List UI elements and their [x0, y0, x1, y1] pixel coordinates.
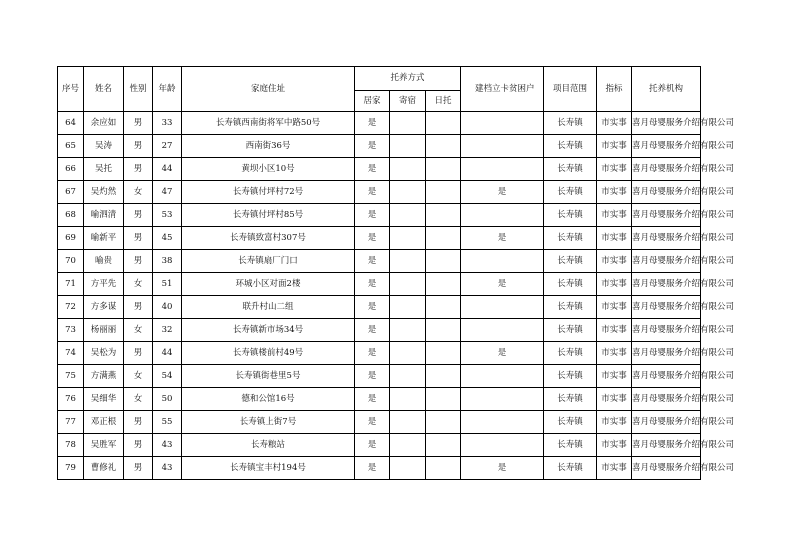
cell-seq: 71: [58, 273, 84, 296]
table-row: [58, 158, 701, 181]
cell-gender: 男: [124, 250, 153, 273]
cell-gender: 女: [124, 365, 153, 388]
cell-care-home: 是: [355, 411, 390, 434]
header-row: [58, 67, 701, 91]
cell-care-home: 是: [355, 319, 390, 342]
cell-scope: 长寿镇: [544, 135, 597, 158]
cell-care-home: 是: [355, 181, 390, 204]
cell-name: 吴细华: [84, 388, 124, 411]
cell-indicator: 市实事: [597, 388, 632, 411]
cell-address: 长寿镇楼前村49号: [182, 342, 355, 365]
cell-org: 喜月母婴服务介绍有限公司: [632, 342, 701, 365]
cell-seq: 68: [58, 204, 84, 227]
cell-seq: 72: [58, 296, 84, 319]
cell-org: 喜月母婴服务介绍有限公司: [632, 434, 701, 457]
cell-scope: 长寿镇: [544, 342, 597, 365]
cell-care-board: [390, 135, 426, 158]
cell-care-day: [426, 158, 461, 181]
cell-address: 长寿镇付坪村85号: [182, 204, 355, 227]
cell-care-board: [390, 112, 426, 135]
cell-age: 44: [153, 158, 182, 181]
cell-age: 55: [153, 411, 182, 434]
cell-indicator: 市实事: [597, 296, 632, 319]
cell-age: 44: [153, 342, 182, 365]
cell-org: 喜月母婴服务介绍有限公司: [632, 227, 701, 250]
cell-care-home: 是: [355, 250, 390, 273]
cell-care-board: [390, 457, 426, 480]
cell-age: 51: [153, 273, 182, 296]
cell-poor: [461, 411, 544, 434]
cell-address: 联升村山二组: [182, 296, 355, 319]
cell-org: 喜月母婴服务介绍有限公司: [632, 250, 701, 273]
cell-indicator: 市实事: [597, 411, 632, 434]
cell-org: 喜月母婴服务介绍有限公司: [632, 365, 701, 388]
cell-care-home: 是: [355, 227, 390, 250]
header-gender: 性别: [124, 67, 153, 112]
cell-care-day: [426, 204, 461, 227]
cell-indicator: 市实事: [597, 135, 632, 158]
cell-care-board: [390, 227, 426, 250]
cell-care-board: [390, 296, 426, 319]
cell-gender: 男: [124, 112, 153, 135]
table-body: [58, 112, 735, 480]
cell-care-board: [390, 319, 426, 342]
cell-org: 喜月母婴服务介绍有限公司: [632, 319, 701, 342]
header-care-home: 居家: [355, 91, 390, 112]
cell-name: 杨丽丽: [84, 319, 124, 342]
cell-scope: 长寿镇: [544, 227, 597, 250]
cell-care-day: [426, 135, 461, 158]
cell-care-day: [426, 342, 461, 365]
cell-address: 环城小区对面2楼: [182, 273, 355, 296]
cell-address: 长寿粮站: [182, 434, 355, 457]
cell-scope: 长寿镇: [544, 204, 597, 227]
cell-address: 长寿镇街巷里5号: [182, 365, 355, 388]
cell-org: 喜月母婴服务介绍有限公司: [632, 135, 701, 158]
cell-gender: 女: [124, 181, 153, 204]
cell-org: 喜月母婴服务介绍有限公司: [632, 181, 701, 204]
cell-poor: [461, 158, 544, 181]
cell-scope: 长寿镇: [544, 181, 597, 204]
cell-address: 长寿镇上街7号: [182, 411, 355, 434]
cell-name: 吴胜军: [84, 434, 124, 457]
cell-age: 54: [153, 365, 182, 388]
cell-care-board: [390, 158, 426, 181]
cell-seq: 65: [58, 135, 84, 158]
cell-scope: 长寿镇: [544, 158, 597, 181]
cell-seq: 67: [58, 181, 84, 204]
table-row: [58, 434, 701, 457]
cell-indicator: 市实事: [597, 227, 632, 250]
table-row: [58, 112, 701, 135]
table-row: [58, 411, 701, 434]
cell-care-board: [390, 411, 426, 434]
cell-care-home: 是: [355, 296, 390, 319]
header-scope: 项目范围: [544, 67, 597, 112]
cell-address: 长寿镇扇厂门口: [182, 250, 355, 273]
cell-scope: 长寿镇: [544, 411, 597, 434]
cell-care-day: [426, 411, 461, 434]
cell-age: 43: [153, 434, 182, 457]
cell-indicator: 市实事: [597, 319, 632, 342]
cell-org: 喜月母婴服务介绍有限公司: [632, 204, 701, 227]
cell-poor: 是: [461, 342, 544, 365]
table-row: [58, 296, 701, 319]
cell-care-home: 是: [355, 457, 390, 480]
cell-poor: [461, 319, 544, 342]
cell-name: 邓正根: [84, 411, 124, 434]
table-row: [58, 365, 701, 388]
cell-poor: [461, 434, 544, 457]
cell-care-day: [426, 365, 461, 388]
cell-poor: 是: [461, 227, 544, 250]
table-row: [58, 457, 701, 480]
cell-poor: 是: [461, 457, 544, 480]
cell-care-home: 是: [355, 342, 390, 365]
cell-care-day: [426, 296, 461, 319]
cell-care-board: [390, 388, 426, 411]
cell-care-board: [390, 204, 426, 227]
cell-age: 47: [153, 181, 182, 204]
cell-seq: 75: [58, 365, 84, 388]
table-row: [58, 273, 701, 296]
cell-care-day: [426, 457, 461, 480]
table-row: [58, 319, 701, 342]
cell-org: 喜月母婴服务介绍有限公司: [632, 273, 701, 296]
header-care-board: 寄宿: [390, 91, 426, 112]
cell-age: 32: [153, 319, 182, 342]
cell-poor: [461, 296, 544, 319]
cell-poor: 是: [461, 181, 544, 204]
table-row: [58, 250, 701, 273]
cell-care-board: [390, 250, 426, 273]
cell-care-home: 是: [355, 434, 390, 457]
cell-poor: [461, 365, 544, 388]
cell-age: 27: [153, 135, 182, 158]
cell-care-home: 是: [355, 158, 390, 181]
cell-name: 方多谋: [84, 296, 124, 319]
table-row: [58, 227, 701, 250]
cell-indicator: 市实事: [597, 365, 632, 388]
cell-gender: 男: [124, 158, 153, 181]
header-care-day: 日托: [426, 91, 461, 112]
cell-care-home: 是: [355, 112, 390, 135]
cell-scope: 长寿镇: [544, 365, 597, 388]
cell-name: 吴托: [84, 158, 124, 181]
cell-care-day: [426, 388, 461, 411]
cell-age: 53: [153, 204, 182, 227]
header-org: 托养机构: [632, 67, 701, 112]
cell-seq: 64: [58, 112, 84, 135]
cell-care-home: 是: [355, 273, 390, 296]
cell-name: 喻泗清: [84, 204, 124, 227]
cell-seq: 69: [58, 227, 84, 250]
cell-care-day: [426, 227, 461, 250]
care-register-table: [57, 66, 735, 480]
cell-indicator: 市实事: [597, 273, 632, 296]
cell-scope: 长寿镇: [544, 457, 597, 480]
cell-poor: [461, 112, 544, 135]
cell-scope: 长寿镇: [544, 273, 597, 296]
cell-care-day: [426, 273, 461, 296]
cell-care-day: [426, 112, 461, 135]
cell-seq: 73: [58, 319, 84, 342]
cell-scope: 长寿镇: [544, 319, 597, 342]
header-care-mode: 托养方式: [355, 67, 461, 91]
cell-org: 喜月母婴服务介绍有限公司: [632, 296, 701, 319]
cell-indicator: 市实事: [597, 457, 632, 480]
cell-scope: 长寿镇: [544, 250, 597, 273]
cell-age: 43: [153, 457, 182, 480]
table-row: [58, 388, 701, 411]
cell-care-board: [390, 273, 426, 296]
cell-name: 吴灼然: [84, 181, 124, 204]
cell-poor: [461, 250, 544, 273]
table-row: [58, 342, 701, 365]
header-seq: 序号: [58, 67, 84, 112]
table-row: [58, 135, 701, 158]
cell-org: 喜月母婴服务介绍有限公司: [632, 112, 701, 135]
cell-age: 40: [153, 296, 182, 319]
cell-address: 黄坝小区10号: [182, 158, 355, 181]
cell-address: 长寿镇新市场34号: [182, 319, 355, 342]
cell-name: 方满燕: [84, 365, 124, 388]
cell-indicator: 市实事: [597, 158, 632, 181]
cell-address: 长寿镇西南街将军中路50号: [182, 112, 355, 135]
cell-indicator: 市实事: [597, 204, 632, 227]
cell-poor: [461, 135, 544, 158]
cell-org: 喜月母婴服务介绍有限公司: [632, 158, 701, 181]
cell-indicator: 市实事: [597, 250, 632, 273]
cell-gender: 男: [124, 204, 153, 227]
cell-seq: 77: [58, 411, 84, 434]
header-poor: 建档立卡贫困户: [461, 67, 544, 112]
cell-care-home: 是: [355, 365, 390, 388]
cell-address: 德和公馆16号: [182, 388, 355, 411]
cell-poor: 是: [461, 273, 544, 296]
cell-care-day: [426, 319, 461, 342]
cell-gender: 女: [124, 319, 153, 342]
cell-indicator: 市实事: [597, 112, 632, 135]
cell-indicator: 市实事: [597, 181, 632, 204]
cell-scope: 长寿镇: [544, 388, 597, 411]
cell-seq: 66: [58, 158, 84, 181]
cell-name: 方平先: [84, 273, 124, 296]
cell-gender: 男: [124, 411, 153, 434]
cell-gender: 男: [124, 457, 153, 480]
cell-seq: 78: [58, 434, 84, 457]
cell-care-day: [426, 250, 461, 273]
cell-name: 吴涛: [84, 135, 124, 158]
cell-scope: 长寿镇: [544, 112, 597, 135]
cell-gender: 男: [124, 227, 153, 250]
cell-seq: 79: [58, 457, 84, 480]
cell-care-board: [390, 181, 426, 204]
cell-care-home: 是: [355, 204, 390, 227]
cell-care-board: [390, 365, 426, 388]
cell-name: 吴松为: [84, 342, 124, 365]
cell-gender: 女: [124, 273, 153, 296]
cell-gender: 男: [124, 296, 153, 319]
cell-scope: 长寿镇: [544, 296, 597, 319]
cell-name: 余应如: [84, 112, 124, 135]
header-indicator: 指标: [597, 67, 632, 112]
cell-care-day: [426, 181, 461, 204]
cell-age: 33: [153, 112, 182, 135]
cell-age: 50: [153, 388, 182, 411]
cell-scope: 长寿镇: [544, 434, 597, 457]
cell-org: 喜月母婴服务介绍有限公司: [632, 457, 701, 480]
cell-care-day: [426, 434, 461, 457]
cell-address: 长寿镇付坪村72号: [182, 181, 355, 204]
cell-care-board: [390, 434, 426, 457]
cell-care-home: 是: [355, 388, 390, 411]
cell-care-home: 是: [355, 135, 390, 158]
cell-seq: 70: [58, 250, 84, 273]
cell-poor: [461, 388, 544, 411]
cell-name: 喻新平: [84, 227, 124, 250]
header-address: 家庭住址: [182, 67, 355, 112]
cell-address: 西南街36号: [182, 135, 355, 158]
table-row: [58, 181, 701, 204]
cell-age: 38: [153, 250, 182, 273]
cell-gender: 女: [124, 388, 153, 411]
cell-age: 45: [153, 227, 182, 250]
cell-indicator: 市实事: [597, 434, 632, 457]
cell-address: 长寿镇宝丰村194号: [182, 457, 355, 480]
cell-indicator: 市实事: [597, 342, 632, 365]
cell-poor: [461, 204, 544, 227]
cell-gender: 男: [124, 342, 153, 365]
cell-gender: 男: [124, 434, 153, 457]
cell-address: 长寿镇致富村307号: [182, 227, 355, 250]
cell-name: 喻贵: [84, 250, 124, 273]
cell-org: 喜月母婴服务介绍有限公司: [632, 388, 701, 411]
table-row: [58, 204, 701, 227]
cell-care-board: [390, 342, 426, 365]
cell-gender: 男: [124, 135, 153, 158]
cell-seq: 76: [58, 388, 84, 411]
cell-seq: 74: [58, 342, 84, 365]
cell-org: 喜月母婴服务介绍有限公司: [632, 411, 701, 434]
header-age: 年龄: [153, 67, 182, 112]
cell-name: 曹修礼: [84, 457, 124, 480]
header-name: 姓名: [84, 67, 124, 112]
